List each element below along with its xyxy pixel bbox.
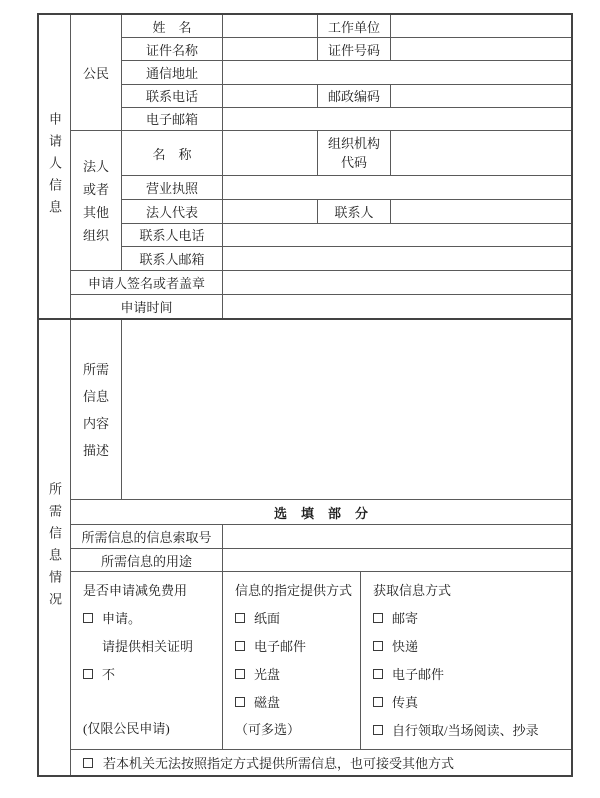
fee-apply-label: 申请。 xyxy=(102,611,142,626)
checkbox-icon[interactable] xyxy=(373,641,383,651)
table-row xyxy=(122,15,571,38)
table-row xyxy=(71,750,571,775)
organization-group-label: 法人或者其他组织 xyxy=(82,158,109,243)
email-delivery-label: 电子邮件 xyxy=(254,639,307,654)
checkbox-option-self-pickup[interactable] xyxy=(373,720,565,739)
table-row xyxy=(71,525,571,549)
checkbox-icon[interactable] xyxy=(83,758,93,768)
checkbox-option-disk[interactable] xyxy=(235,692,354,711)
checkbox-option-fee-no[interactable] xyxy=(83,664,216,683)
table-row xyxy=(122,61,571,84)
phone-label: 联系电话 xyxy=(122,85,223,107)
fee-no-label: 不 xyxy=(102,667,116,682)
postcode-field[interactable] xyxy=(391,85,571,107)
checkbox-icon[interactable] xyxy=(235,697,245,707)
citizen-rows xyxy=(122,15,571,130)
checkbox-icon[interactable] xyxy=(235,641,245,651)
email-obtain-label: 电子邮件 xyxy=(392,667,445,682)
fax-label: 传真 xyxy=(392,695,419,710)
application-form-table xyxy=(37,13,573,777)
obtain-method-header: 获取信息方式 xyxy=(373,583,452,598)
table-row xyxy=(71,295,571,318)
applicant-section-body xyxy=(71,15,571,318)
optional-section-header-cell xyxy=(71,500,571,524)
table-row xyxy=(71,320,571,500)
organization-rows xyxy=(122,131,571,270)
applicant-section-label-cell xyxy=(39,15,71,318)
delivery-method-header: 信息的指定提供方式 xyxy=(235,583,353,598)
checkbox-option-express[interactable] xyxy=(373,636,565,655)
email-label: 电子邮箱 xyxy=(122,108,223,130)
checkbox-icon[interactable] xyxy=(83,613,93,623)
table-row xyxy=(122,247,571,270)
contact-person-field[interactable] xyxy=(391,200,571,223)
apply-time-field[interactable] xyxy=(223,295,571,318)
self-pickup-label: 自行领取/当场阅读、抄录 xyxy=(392,723,539,738)
citizen-group-label-cell xyxy=(71,15,122,130)
checkbox-icon[interactable] xyxy=(235,669,245,679)
citizen-group-label: 公民 xyxy=(82,66,109,81)
info-section-label-cell xyxy=(39,320,71,775)
checkbox-icon[interactable] xyxy=(235,613,245,623)
fee-apply-note: 请提供相关证明 xyxy=(102,639,194,654)
phone-field[interactable] xyxy=(223,85,318,107)
table-row xyxy=(71,549,571,572)
info-index-field[interactable] xyxy=(223,525,571,548)
disk-label: 磁盘 xyxy=(254,695,281,710)
contact-phone-label: 联系人电话 xyxy=(122,224,223,247)
id-number-field[interactable] xyxy=(391,38,571,60)
fee-waiver-header: 是否申请减免费用 xyxy=(83,583,188,598)
email-field[interactable] xyxy=(223,108,571,130)
checkbox-icon[interactable] xyxy=(373,697,383,707)
checkbox-option-mail[interactable] xyxy=(373,608,565,627)
legal-rep-field[interactable] xyxy=(223,200,318,223)
table-row xyxy=(71,271,571,295)
id-number-label: 证件号码 xyxy=(318,38,391,60)
legal-rep-label: 法人代表 xyxy=(122,200,223,223)
citizen-block xyxy=(71,15,571,131)
delivery-method-column xyxy=(223,572,361,749)
table-row xyxy=(122,108,571,130)
info-description-label: 所需信息内容描述 xyxy=(71,320,122,499)
name-label: 姓 名 xyxy=(122,15,223,37)
checkbox-option-fee-apply[interactable] xyxy=(83,608,216,627)
business-license-label: 营业执照 xyxy=(122,176,223,199)
table-row xyxy=(122,85,571,108)
checkbox-option-email-obtain[interactable] xyxy=(373,664,565,683)
table-row xyxy=(122,224,571,248)
checkbox-option-fax[interactable] xyxy=(373,692,565,711)
contact-phone-field[interactable] xyxy=(223,224,571,247)
organization-group-label-cell xyxy=(71,131,122,270)
org-name-label: 名 称 xyxy=(122,131,223,175)
table-row xyxy=(71,572,571,750)
id-type-field[interactable] xyxy=(223,38,318,60)
table-row xyxy=(122,38,571,61)
fee-waiver-footnote: (仅限公民申请) xyxy=(83,721,170,736)
info-description-field[interactable] xyxy=(122,320,571,499)
contact-email-field[interactable] xyxy=(223,247,571,270)
checkbox-icon[interactable] xyxy=(83,669,93,679)
business-license-field[interactable] xyxy=(223,176,571,199)
apply-time-label: 申请时间 xyxy=(71,295,223,318)
table-row xyxy=(122,131,571,176)
requested-info-section xyxy=(39,320,571,775)
applicant-section-label: 申请人信息 xyxy=(47,111,62,222)
cd-label: 光盘 xyxy=(254,667,281,682)
address-label: 通信地址 xyxy=(122,61,223,83)
obtain-multi-select-note xyxy=(373,739,565,749)
optional-section-header: 选填部分 xyxy=(273,505,382,521)
signature-field[interactable] xyxy=(223,271,571,294)
express-label: 快递 xyxy=(392,639,419,654)
work-unit-label: 工作单位 xyxy=(318,15,391,37)
checkbox-option-cd[interactable] xyxy=(235,664,354,683)
info-purpose-label: 所需信息的用途 xyxy=(71,549,223,571)
checkbox-icon[interactable] xyxy=(373,725,383,735)
org-code-label: 组织机构代码 xyxy=(318,131,391,175)
org-name-field[interactable] xyxy=(223,131,318,175)
fee-waiver-column xyxy=(71,572,223,749)
info-index-label: 所需信息的信息索取号 xyxy=(71,525,223,548)
fallback-note-label: 若本机关无法按照指定方式提供所需信息，也可接受其他方式 xyxy=(103,756,455,771)
info-section-body xyxy=(71,320,571,775)
signature-label: 申请人签名或者盖章 xyxy=(71,271,223,294)
mail-label: 邮寄 xyxy=(392,611,419,626)
name-field[interactable] xyxy=(223,15,318,37)
table-row xyxy=(71,500,571,525)
organization-block xyxy=(71,131,571,271)
paper-label: 纸面 xyxy=(254,611,281,626)
obtain-method-column xyxy=(361,572,571,749)
work-unit-field[interactable] xyxy=(391,15,571,37)
org-code-field[interactable] xyxy=(391,131,571,175)
checkbox-icon[interactable] xyxy=(373,669,383,679)
postcode-label: 邮政编码 xyxy=(318,85,391,107)
info-purpose-field[interactable] xyxy=(223,549,571,571)
applicant-info-section xyxy=(39,15,571,320)
table-row xyxy=(122,200,571,224)
table-row xyxy=(122,176,571,200)
fallback-note-cell xyxy=(71,750,571,775)
checkbox-icon[interactable] xyxy=(373,613,383,623)
checkbox-option-paper[interactable] xyxy=(235,608,354,627)
id-type-label: 证件名称 xyxy=(122,38,223,60)
checkbox-option-email-delivery[interactable] xyxy=(235,636,354,655)
info-section-label: 所需信息情况 xyxy=(47,481,62,614)
delivery-multi-select-note: （可多选） xyxy=(235,722,301,737)
contact-person-label: 联系人 xyxy=(318,200,391,223)
contact-email-label: 联系人邮箱 xyxy=(122,247,223,270)
address-field[interactable] xyxy=(223,61,571,83)
